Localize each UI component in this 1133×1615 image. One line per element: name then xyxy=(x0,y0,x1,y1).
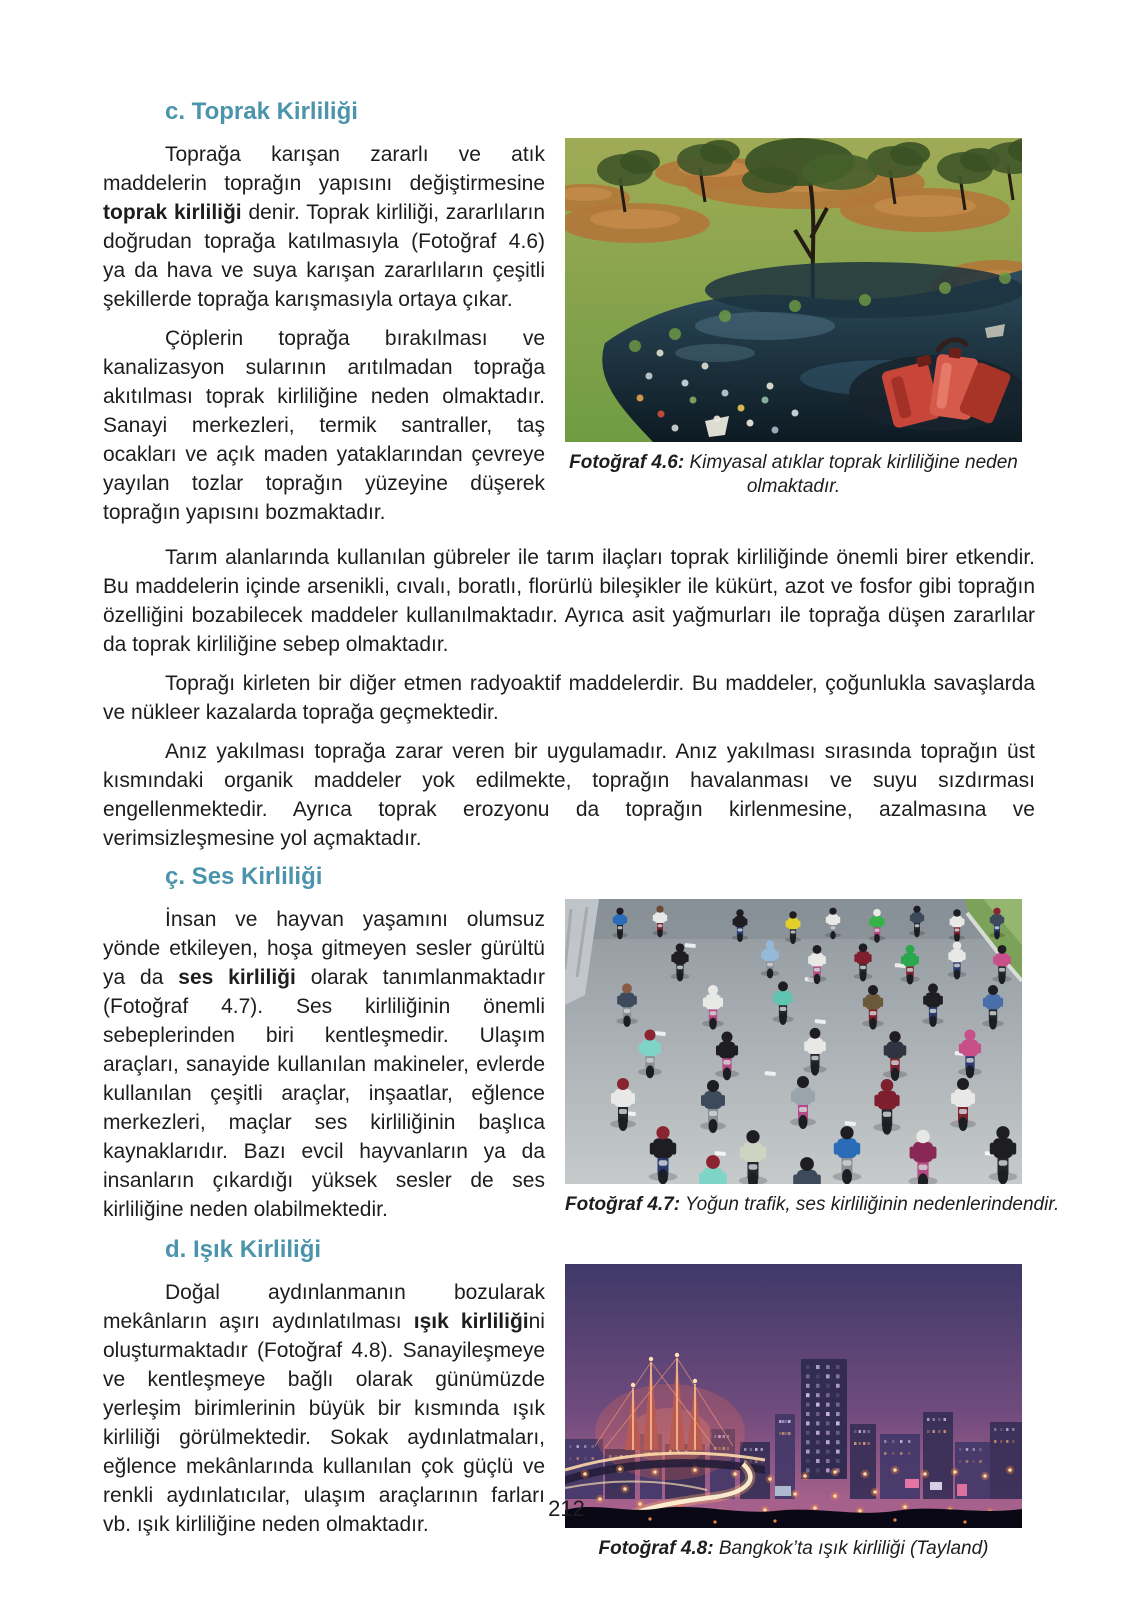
paragraph xyxy=(103,140,545,314)
photo-night-city xyxy=(565,1264,1022,1528)
figure-4-6 xyxy=(565,138,1022,537)
caption-text: Bangkok’ta ışık kirliliği (Tayland) xyxy=(713,1538,989,1559)
section-heading-toprak: c. Toprak Kirliliği xyxy=(165,98,358,125)
section-toprak xyxy=(103,98,1035,537)
section-heading-ses: ç. Ses Kirliliği xyxy=(165,863,323,890)
paragraph: Tarım alanlarında kullanılan gübreler ile tarım ilaçları toprak kirliliğinde önemli birer etkendir. Bu maddelerin içinde arsenikli, cıvalı, boratlı, florürlü bileşikler ile kükürt, azot ve fosfor gibi toprağın özelliğini bozabilecek maddeler kullanılmaktadır. Ayrıca asit yağmurları ile toprağa düşen zararlılar da toprak kirliliğine sebep olmaktadır. xyxy=(103,546,1035,656)
page-content xyxy=(103,98,1060,1561)
caption-4-8 xyxy=(565,1537,1022,1561)
paragraph-text: Toprağa karışan zararlı ve atık maddelerin toprağın yapısını değiştirmesine xyxy=(103,143,545,195)
section-toprak-text xyxy=(103,98,545,537)
section-ses-text xyxy=(103,863,545,1234)
paragraph: Anız yakılması toprağa zarar veren bir uygulamadır. Anız yakılması sırasında toprağın üst kısmındaki organik maddeler yok edilmekte, toprağın havalanması ve suyu sızdırması engellenmektedir. Ayrıca toprak erozyonu da toprağın kirlenmesine, azalmasına ve verimsizleşmesine yol açmaktadır. xyxy=(103,740,1035,850)
section-ses xyxy=(103,863,1060,1234)
figure-4-7 xyxy=(565,899,1060,1234)
caption-text: Kimyasal atıklar toprak kirliliğine neden olmaktadır. xyxy=(684,452,1018,497)
paragraph: Toprağı kirleten bir diğer etmen radyoaktif maddelerdir. Bu maddeler, çoğunlukla savaşlarda ve nükleer kazalarda toprağa geçmektedir. xyxy=(103,672,1035,724)
bold-term-isik-kirliligi: ışık kirliliği xyxy=(413,1310,529,1333)
paragraph-text: olarak tanımlanmaktadır (Fotoğraf 4.7). Ses kirliliğinin önemli sebeplerinden biri kentleşmedir. Ulaşım araçları, sanayide kullanılan makineler, evlerde kullanılan çeşitli araçlar, inşaatlar, eğlence merkezleri, maçlar ses kirliliğinin başlıca kaynaklarıdır. Bazı evcil hayvanların ya da insanların çıkardığı yüksek sesler de ses kirliliğine neden olabilmektedir. xyxy=(103,966,546,1221)
caption-label: Fotoğraf 4.8: xyxy=(598,1538,714,1559)
paragraph-text: Doğal aydınlanmanın bozularak mekânların aşırı aydınlatılması xyxy=(103,1281,545,1333)
bold-term-ses-kirliligi: ses kirliliği xyxy=(178,966,296,989)
traffic-photo-illustration xyxy=(565,899,1022,1184)
caption-4-7 xyxy=(565,1193,1060,1217)
caption-label: Fotoğraf 4.6: xyxy=(569,452,685,473)
soil-pollution-photo-illustration xyxy=(565,138,1022,442)
caption-4-6 xyxy=(565,451,1022,499)
paragraph-text: denir. Toprak kirliliği, zararlıların doğrudan toprağa katılmasıyla (Fotoğraf 4.6) ya da hava ve suya karışan zararlıların çeşitli şekillerde toprağa karışmasıyla ortaya çıkar. xyxy=(103,201,546,311)
paragraph xyxy=(103,905,545,1224)
paragraph-text: ni oluşturmaktadır (Fotoğraf 4.8). Sanayileşmeye ve kentleşmeye bağlı olarak günümüzde yerleşim birimlerinin büyük bir kısmında ışık kirliliği görülmektedir. Sokak aydınlatmaları, eğlence mekânlarında kullanılan çok güçlü ve renkli aydınlatıcılar, ulaşım araçlarının farları vb. ışık kirliliğine neden olmaktadır. xyxy=(103,1310,545,1536)
light-pollution-photo-illustration xyxy=(565,1264,1022,1528)
fullwidth-paragraphs xyxy=(103,543,1035,853)
paragraph: Çöplerin toprağa bırakılması ve kanalizasyon sularının arıtılmadan toprağa akıtılması toprak kirliliğine neden olmaktadır. Sanayi merkezleri, termik santraller, taş ocakları ve açık maden yataklarından çevreye yayılan tozlar toprağın yüzeyine düşerek toprağın yapısını bozmaktadır. xyxy=(103,327,545,524)
photo-traffic xyxy=(565,899,1022,1184)
paragraph-text: İnsan ve hayvan yaşamını olumsuz yönde etkileyen, hoşa gitmeyen sesler gürültü ya da xyxy=(103,908,545,989)
page-number: 212 xyxy=(548,1496,585,1521)
bold-term-toprak-kirliligi: toprak kirliliği xyxy=(103,201,242,224)
section-heading-isik: d. Işık Kirliliği xyxy=(165,1236,322,1263)
caption-text: Yoğun trafik, ses kirliliğinin nedenlerindendir. xyxy=(680,1194,1060,1215)
caption-label: Fotoğraf 4.7: xyxy=(565,1194,681,1215)
photo-soil-pollution xyxy=(565,138,1022,442)
